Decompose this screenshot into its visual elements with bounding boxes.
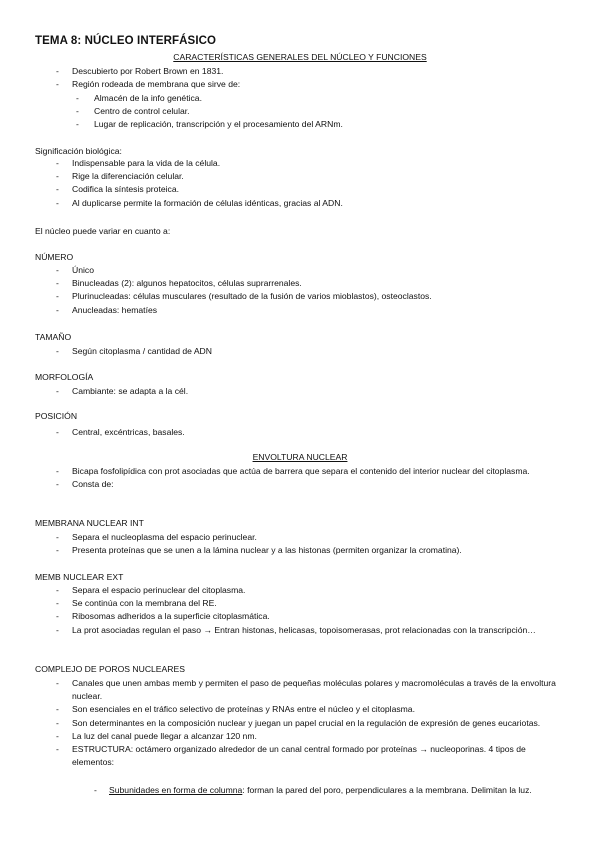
envoltura-list <box>35 465 565 491</box>
section-membrana-int: MEMBRANA NUCLEAR INT <box>35 518 144 528</box>
list-item: - Bicapa fosfolipídica con prot asociadas que actúa de barrera que separa el contenido del interior nuclear del citoplasma. <box>35 465 565 478</box>
list-item: - Separa el espacio perinuclear del citoplasma. <box>35 584 565 597</box>
membrana-int-list <box>35 531 565 557</box>
envoltura-heading: ENVOLTURA NUCLEAR <box>252 452 348 462</box>
list-item: - Cambiante: se adapta a la cél. <box>35 385 565 398</box>
list-item: - Codifica la síntesis proteica. <box>35 183 565 196</box>
tamano-list <box>35 345 565 358</box>
section-numero: NÚMERO <box>35 252 74 262</box>
list-item: - Al duplicarse permite la formación de células idénticas, gracias al ADN. <box>35 197 565 210</box>
list-item: - La luz del canal puede llegar a alcanzar 120 nm. <box>35 730 565 743</box>
list-item: - Se continúa con la membrana del RE. <box>35 597 565 610</box>
list-item: - Indispensable para la vida de la célula. <box>35 157 565 170</box>
posicion-list <box>35 426 565 439</box>
list-item: - Lugar de replicación, transcripción y el procesamiento del ARNm. <box>68 118 563 131</box>
list-item: - Centro de control celular. <box>68 105 563 118</box>
list-item: - Presenta proteínas que se unen a la lámina nuclear y a las histonas (permiten organizar la cromatina). <box>35 544 565 557</box>
list-item: - Separa el nucleoplasma del espacio perinuclear. <box>35 531 565 544</box>
numero-list <box>35 264 565 317</box>
list-item: - Son esenciales en el tráfico selectivo de proteínas y RNAs entre el núcleo y el citoplasma. <box>35 703 565 716</box>
list-item: - Son determinantes en la composición nuclear y juegan un papel crucial en la regulación de expresión de genes eucariotas. <box>35 717 565 730</box>
list-item: - Según citoplasma / cantidad de ADN <box>35 345 565 358</box>
section-morfologia: MORFOLOGÍA <box>35 372 94 382</box>
significance-label: Significación biológica: <box>35 146 122 156</box>
poros-list <box>35 677 565 769</box>
list-item: - Región rodeada de membrana que sirve de: <box>35 78 565 91</box>
section-posicion: POSICIÓN <box>35 411 78 421</box>
list-item: - Central, excéntricas, basales. <box>35 426 565 439</box>
list-item: - La prot asociadas regulan el paso → Entran histonas, helicasas, topoisomerasas, prot relacionadas con la transcripción… <box>35 624 565 637</box>
poros-sublist <box>72 784 562 797</box>
list-item: - Consta de: <box>35 478 565 491</box>
list-item: - Anucleadas: hematíes <box>35 304 565 317</box>
membrana-ext-list <box>35 584 565 637</box>
list-item: - ESTRUCTURA: octámero organizado alrededor de un canal central formado por proteínas → nucleoporinas. 4 tipos de elementos: <box>35 743 565 769</box>
subunit-term: Subunidades en forma de columna <box>109 785 243 795</box>
list-item: - Almacén de la info genética. <box>68 92 563 105</box>
general-heading: CARACTERÍSTICAS GENERALES DEL NÚCLEO Y FUNCIONES <box>173 52 427 62</box>
vary-intro: El núcleo puede variar en cuanto a: <box>35 226 171 236</box>
subunit-text: : forman la pared del poro, perpendiculares a la membrana. Delimitan la luz. <box>242 785 532 795</box>
general-list <box>35 65 565 91</box>
list-item: - Descubierto por Robert Brown en 1831. <box>35 65 565 78</box>
page-title: TEMA 8: NÚCLEO INTERFÁSICO <box>35 35 217 47</box>
list-item: - Binucleadas (2): algunos hepatocitos, células suprarrenales. <box>35 277 565 290</box>
list-item <box>72 784 562 797</box>
list-item: - Único <box>35 264 565 277</box>
list-item: - Ribosomas adheridos a la superficie citoplasmática. <box>35 610 565 623</box>
significance-list <box>35 157 565 210</box>
general-sublist <box>68 92 563 132</box>
list-item: - Canales que unen ambas memb y permiten el paso de pequeñas moléculas polares y macromoléculas a través de la envoltura nuclear. <box>35 677 565 703</box>
section-poros: COMPLEJO DE POROS NUCLEARES <box>35 664 185 674</box>
list-item: - Plurinucleadas: células musculares (resultado de la fusión de varios mioblastos), osteoclastos. <box>35 290 565 303</box>
section-membrana-ext: MEMB NUCLEAR EXT <box>35 572 124 582</box>
list-item: - Rige la diferenciación celular. <box>35 170 565 183</box>
morfologia-list <box>35 385 565 398</box>
section-tamano: TAMAÑO <box>35 332 72 342</box>
